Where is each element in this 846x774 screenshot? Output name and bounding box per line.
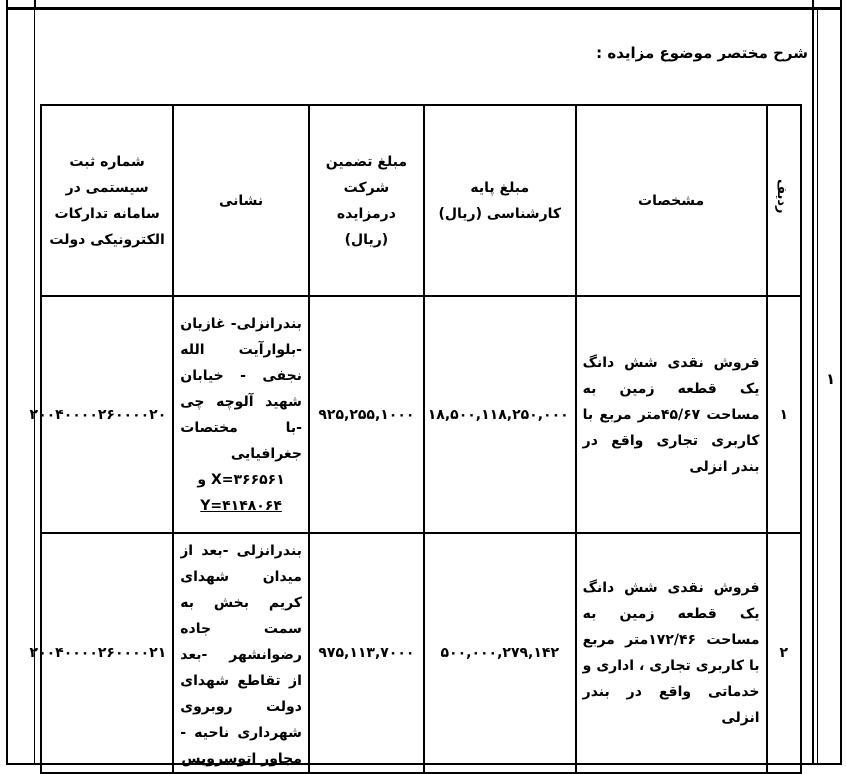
row-spec: فروش نقدی شش دانگ یک قطعه زمین به مساحت ۴۵/۶۷متر مربع با کاربری تجاری واقع در بندر انزلی (576, 296, 767, 533)
header-reg-number: شماره ثبت سیستمی در سامانه تدارکات الکترونیکی دولت (41, 105, 173, 296)
right-column-divider-inner (817, 10, 818, 763)
header-address: نشانی (173, 105, 309, 296)
group-number: ۱ (826, 370, 836, 388)
row-spec: فروش نقدی شش دانگ یک قطعه زمین به مساحت ۱۷۲/۴۶متر مربع با کاربری تجاری ، اداری و خدماتی واقع در بندر انزلی (576, 533, 767, 773)
row-address (173, 533, 309, 773)
top-stub-left (34, 0, 36, 10)
row-reg-number: ۲۰۰۴۰۰۰۰۲۶۰۰۰۰۲۰ (41, 296, 173, 533)
table-header-row (41, 105, 801, 296)
right-column-divider (812, 10, 814, 763)
row-guarantee: ۹۲۵,۲۵۵,۱۰۰۰ (309, 296, 424, 533)
row-address-text: بندرانزلی -بعد از میدان شهدای کریم بخش به سمت جاده رضوانشهر -بعد از تقاطع شهدای دولت روبروی شهرداری ناحیه - مجاور اتوسرویس (180, 543, 302, 767)
row-radif: ۲ (767, 533, 801, 773)
table-row (41, 533, 801, 773)
header-base-price: مبلغ پایه کارشناسی (ریال) (424, 105, 576, 296)
row-address (173, 296, 309, 533)
row-address-x: X=۳۶۶۵۶۱ و (197, 471, 285, 488)
header-guarantee: مبلغ تضمین شرکت درمزایده (ریال) (309, 105, 424, 296)
row-base-price: ۱۸,۵۰۰,۱۱۸,۲۵۰,۰۰۰ (424, 296, 576, 533)
row-address-text: بندرانزلی- غازیان -بلوارآیت الله نجفی - خیابان شهید آلوچه چی -با مختصات جغرافیایی (180, 315, 302, 462)
header-spec: مشخصات (576, 105, 767, 296)
row-radif: ۱ (767, 296, 801, 533)
header-radif: ردیف (767, 105, 801, 296)
row-reg-number: ۲۰۰۴۰۰۰۰۲۶۰۰۰۰۲۱ (41, 533, 173, 773)
top-border (6, 0, 842, 10)
top-stub-right (812, 0, 814, 10)
table-row (41, 296, 801, 533)
section-heading: شرح مختصر موضوع مزایده : (596, 44, 808, 62)
row-base-price: ۵۰۰,۰۰۰,۲۷۹,۱۴۲ (424, 533, 576, 773)
row-guarantee: ۹۷۵,۱۱۳,۷۰۰۰ (309, 533, 424, 773)
auction-table (29, 104, 802, 774)
row-address-y: Y=۴۱۴۸۰۶۴ (200, 497, 282, 514)
